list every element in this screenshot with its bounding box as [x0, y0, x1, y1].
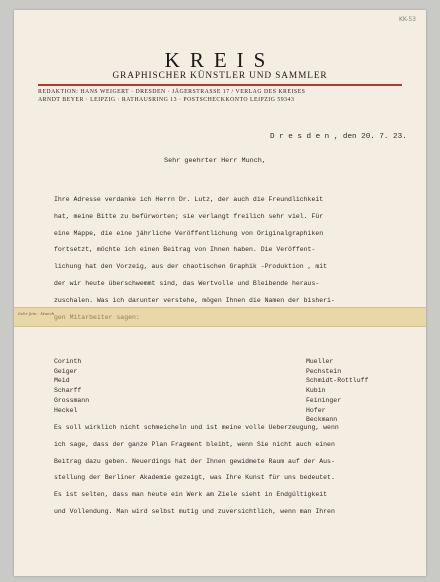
- artist-name: Heckel: [54, 406, 78, 414]
- text-line: fortsetzt, möchte ich einen Beitrag von Ihnen haben. Die Veröffent-: [54, 246, 316, 254]
- artist-names-right: [306, 357, 368, 425]
- paragraph-2: [54, 420, 398, 521]
- artist-name: Meid: [54, 377, 70, 385]
- text-line: Es ist selten, dass man heute ein Werk am Ziele sieht in Endgültigkeit: [54, 491, 328, 499]
- letterhead-subtitle: GRAPHISCHER KÜNSTLER UND SAMMLER: [112, 71, 328, 81]
- text-line: lichung hat den Vorzeig, aus der chaotischen Graphik -Produktion , mit: [54, 263, 328, 271]
- artist-name: Corinth: [54, 358, 82, 365]
- text-line: hat, meine Bitte zu befürworten; sie verlangt freilich sehr viel. Für: [54, 212, 324, 220]
- artist-name: Feininger: [306, 396, 342, 404]
- address-line-2: ARNDT BEYER · LEIPZIG · RATHAUSRING 13 · POSTSCHECKKONTO LEIPZIG 59343: [38, 97, 295, 104]
- letterhead-title: KREIS: [164, 48, 276, 72]
- text-line: zuschalen. Was ich darunter verstehe, mögen Ihnen die Namen der bisheri-: [54, 296, 335, 304]
- artist-name: Scharff: [54, 387, 82, 395]
- text-line: eine Mappe, die eine jährliche Veröffentlichung von Originalgraphiken: [54, 229, 324, 237]
- archive-number: KK-53: [398, 16, 416, 23]
- artist-name: Mueller: [306, 358, 334, 365]
- adhesive-tape-strip: [14, 307, 426, 327]
- text-line: der wir heute überschwemmt sind, das Wertvolle und Bleibende heraus-: [54, 279, 320, 287]
- artist-name: Hofer: [306, 406, 326, 414]
- artist-name: Beckmann: [306, 416, 338, 424]
- letter-date: D r e s d e n , den 20. 7. 23.: [270, 133, 407, 141]
- artist-names-left: [54, 357, 89, 415]
- letterhead-rule: [38, 84, 402, 86]
- artist-name: Pechstein: [306, 367, 342, 375]
- artist-name: Geiger: [54, 367, 78, 375]
- text-line: und Vollendung. Man wird selbst mutig und zuversichtlich, wenn man Ihren: [54, 507, 335, 515]
- artist-name: Schmidt-Rottluff: [306, 377, 369, 385]
- text-line: ich sage, dass der ganze Plan Fragment bleibt, wenn Sie nicht auch einen: [54, 440, 335, 448]
- text-line: stellung der Berliner Akademie gezeigt, was Ihre Kunst für uns bedeutet.: [54, 474, 335, 482]
- artist-name: Grossmann: [54, 396, 90, 404]
- artist-name: Kubin: [306, 387, 326, 395]
- address-line-1: REDAKTION: HANS WEIGERT · DRESDEN · JÄGERSTRASSE 17 / VERLAG DES KREISES: [38, 89, 306, 95]
- text-line: Es soll wirklich nicht schmeicheln und ist meine volle Ueberzeugung, wenn: [54, 424, 339, 431]
- letter-page: [14, 10, 426, 576]
- text-line: Ihre Adresse verdanke ich Herrn Dr. Lutz, der auch die Freundlichkeit: [54, 196, 324, 203]
- text-line: Beitrag dazu geben. Neuerdings hat der Ihnen gewidmete Raum auf der Aus-: [54, 457, 335, 465]
- salutation: Sehr geehrter Herr Munch,: [164, 157, 266, 165]
- handwritten-note: Sehr fein · Munch: [18, 311, 55, 316]
- letterhead-address: [38, 88, 402, 105]
